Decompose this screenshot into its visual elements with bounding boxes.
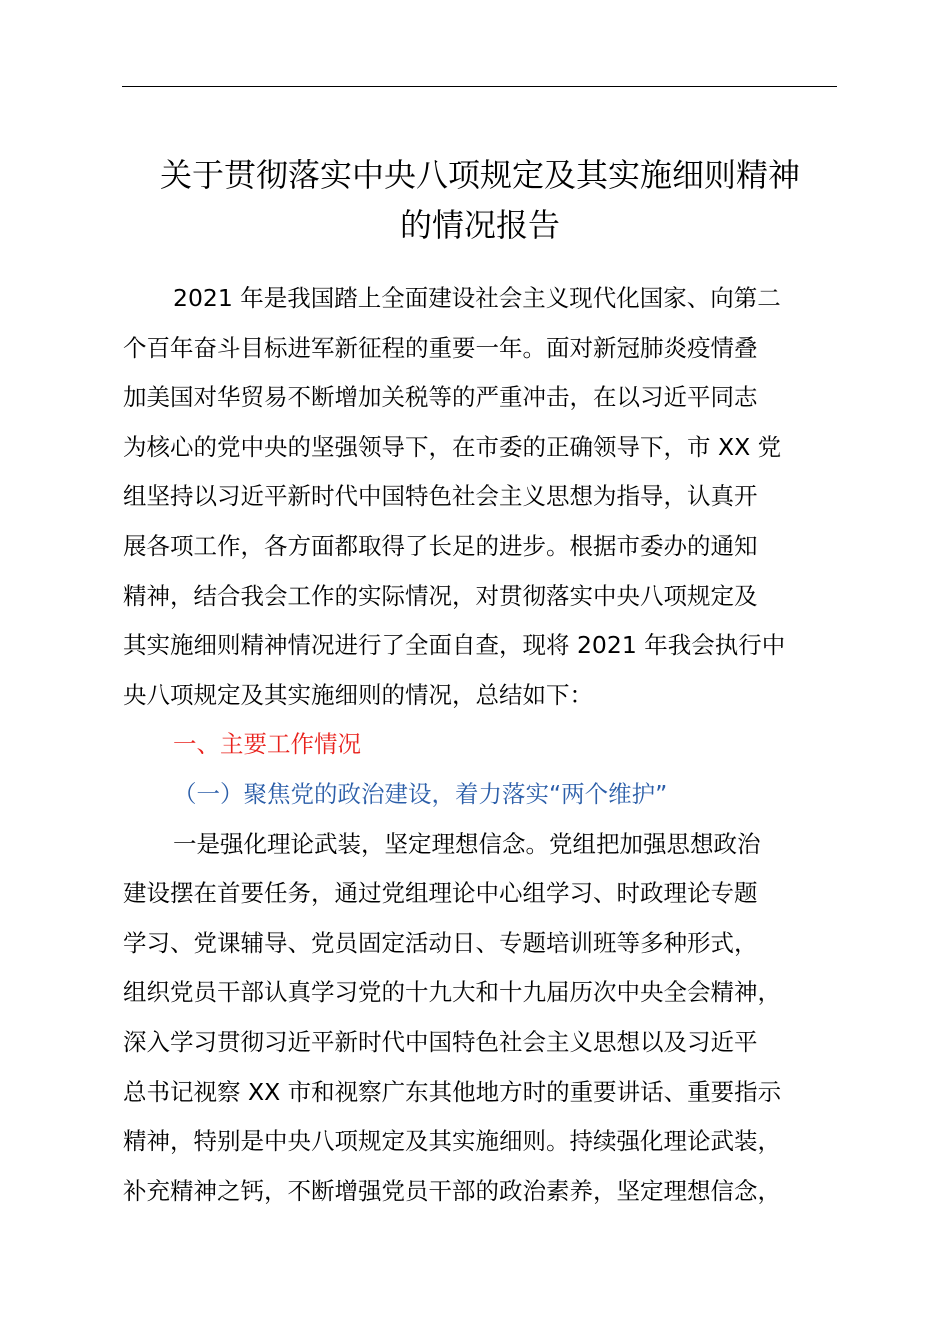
body-paragraph xyxy=(123,820,843,1217)
paragraph-line: 2021 年是我国踏上全面建设社会主义现代化国家、向第二 xyxy=(173,284,781,312)
paragraph-line: 学习、党课辅导、党员固定活动日、专题培训班等多种形式， xyxy=(123,928,758,957)
document-title xyxy=(100,150,860,250)
subsection-heading: （一）聚焦党的政治建设，着力落实“两个维护” xyxy=(173,779,668,808)
paragraph-line: 组坚持以习近平新时代中国特色社会主义思想为指导，认真开 xyxy=(123,482,758,511)
paragraph-line: 展各项工作，各方面都取得了长足的进步。根据市委办的通知 xyxy=(123,531,758,560)
paragraph-line: 深入学习贯彻习近平新时代中国特色社会主义思想以及习近平 xyxy=(123,1027,758,1056)
paragraph-line: 其实施细则精神情况进行了全面自查，现将 2021 年我会执行中 xyxy=(123,631,786,660)
paragraph-line: 加美国对华贸易不断增加关税等的严重冲击，在以习近平同志 xyxy=(123,383,758,412)
document-body xyxy=(123,274,843,1216)
paragraph-line: 央八项规定及其实施细则的情况，总结如下： xyxy=(123,680,593,709)
title-line: 关于贯彻落实中央八项规定及其实施细则精神 xyxy=(159,156,800,194)
title-line: 的情况报告 xyxy=(399,206,560,244)
top-rule xyxy=(122,86,837,87)
paragraph-line: 补充精神之钙，不断增强党员干部的政治素养，坚定理想信念， xyxy=(123,1176,781,1205)
paragraph-line: 为核心的党中央的坚强领导下，在市委的正确领导下，市 XX 党 xyxy=(123,432,782,461)
paragraph-line: 精神，结合我会工作的实际情况，对贯彻落实中央八项规定及 xyxy=(123,581,758,610)
paragraph-line: 一是强化理论武装，坚定理想信念。党组把加强思想政治 xyxy=(173,829,761,858)
paragraph-line: 总书记视察 XX 市和视察广东其他地方时的重要讲话、重要指示 xyxy=(123,1077,782,1106)
paragraph-line: 个百年奋斗目标进军新征程的重要一年。面对新冠肺炎疫情叠 xyxy=(123,333,758,362)
intro-paragraph xyxy=(123,274,843,720)
paragraph-line: 精神，特别是中央八项规定及其实施细则。持续强化理论武装， xyxy=(123,1127,781,1156)
paragraph-line: 建设摆在首要任务，通过党组理论中心组学习、时政理论专题 xyxy=(123,879,758,908)
section-heading: 一、主要工作情况 xyxy=(173,730,361,759)
paragraph-line: 组织党员干部认真学习党的十九大和十九届历次中央全会精神， xyxy=(123,978,781,1007)
